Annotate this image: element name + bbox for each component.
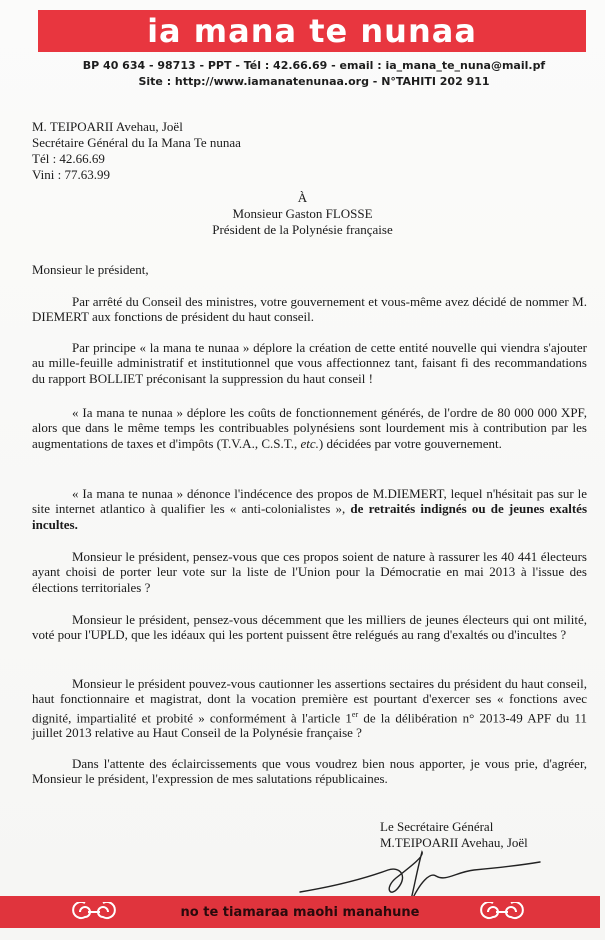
closing-block [380, 819, 528, 851]
paragraph-6: Monsieur le président, pensez-vous décemment que les milliers de jeunes électeurs qui ont milité, voté pour l'UPLD, que les idéaux qui les portent puissent être relégués au rang d'exaltés ou d'incultes ? [32, 612, 587, 643]
footer-motto: no te tiamaraa maohi manahune [180, 904, 420, 920]
swirl-ornament-left [70, 902, 134, 922]
addressee-to: À [297, 190, 308, 205]
addressee-title: Président de la Polynésie française [212, 222, 393, 237]
sender-title: Secrétaire Général du Ia Mana Te nunaa [32, 135, 241, 150]
paragraph-7-sup: er [351, 709, 359, 719]
salutation: Monsieur le président, [32, 262, 149, 277]
paragraph-4-text: « Ia mana te nunaa » dénonce l'indécence des propos de M.DIEMERT, lequel n'hésitait pas sur le site internet atlantico à qualifier les « anti-colonialistes », [32, 486, 587, 517]
addressee-name: Monsieur Gaston FLOSSE [232, 206, 373, 221]
paragraph-3-text-b: ) décidées par votre gouvernement. [318, 435, 502, 451]
paragraph-8: Dans l'attente des éclaircissements que vous voudrez bien nous apporter, je vous prie, d'agréer, Monsieur le président, l'expression de mes salutations républicaines. [32, 756, 587, 787]
addressee-block [0, 190, 605, 238]
sender-tel: Tél : 42.66.69 [32, 151, 105, 166]
brand-title: ia mana te nunaa [147, 12, 477, 50]
paragraph-7 [32, 676, 587, 741]
paragraph-4 [32, 486, 587, 532]
header-banner [38, 10, 586, 52]
paragraph-4-bold: de retraités indignés ou de jeunes exaltés incultes. [32, 501, 588, 532]
contact-line-1: BP 40 634 - 98713 - PPT - Tél : 42.66.69 - email : ia_mana_te_nuna@mail.pf [82, 59, 546, 72]
paragraph-2: Par principe « la mana te nunaa » déplore la création de cette entité nouvelle qui viendra s'ajouter au mille-feuille administratif et institutionnel que vous affectionnez tant, faisant fi des recommandations du rapport BOLLIET préconisant la suppression du haut conseil ! [32, 340, 587, 386]
paragraph-5: Monsieur le président, pensez-vous que ces propos soient de nature à rassurer les 40 441 électeurs ayant choisi de porter leur vote sur la liste de l'Union pour la Démocratie en mai 2013 à l'issue des élections territoriales ? [32, 549, 587, 595]
paragraph-3-etc: etc. [300, 435, 319, 451]
swirl-ornament-right [478, 902, 542, 922]
paragraph-7-text-b: de la délibération n° 2013-49 APF du 11 juillet 2013 relative au Haut Conseil de la Polynésie française ? [32, 709, 587, 741]
paragraph-3-text-a: « Ia mana te nunaa » déplore les coûts de fonctionnement générés, de l'ordre de 80 000 000 XPF, alors que dans le même temps les contribuables polynésiens sont lourdement mis à contribution par les augmentations de taxes et d'impôts (T.V.A., C.S.T., [32, 405, 587, 451]
paragraph-3 [32, 405, 587, 451]
closing-role: Le Secrétaire Général [380, 819, 494, 834]
sender-name: M. TEIPOARII Avehau, Joël [32, 119, 183, 134]
sender-block [32, 119, 241, 183]
paragraph-7-text-a: Monsieur le président pouvez-vous cautionner les assertions sectaires du président du haut conseil, haut fonctionnaire et magistrat, dont la vocation première est pourtant d'exercer ses « fonctions avec dignité, impartialité et probité » conformément à l'article 1 [32, 676, 587, 725]
paragraph-1: Par arrêté du Conseil des ministres, votre gouvernement et vous-même avez décidé de nommer M. DIEMERT aux fonctions de président du haut conseil. [32, 294, 587, 325]
contact-line-2: Site : http://www.iamanatenunaa.org - N°TAHITI 202 911 [138, 75, 490, 88]
closing-name: M.TEIPOARII Avehau, Joël [380, 835, 528, 850]
sender-vini: Vini : 77.63.99 [32, 167, 110, 182]
